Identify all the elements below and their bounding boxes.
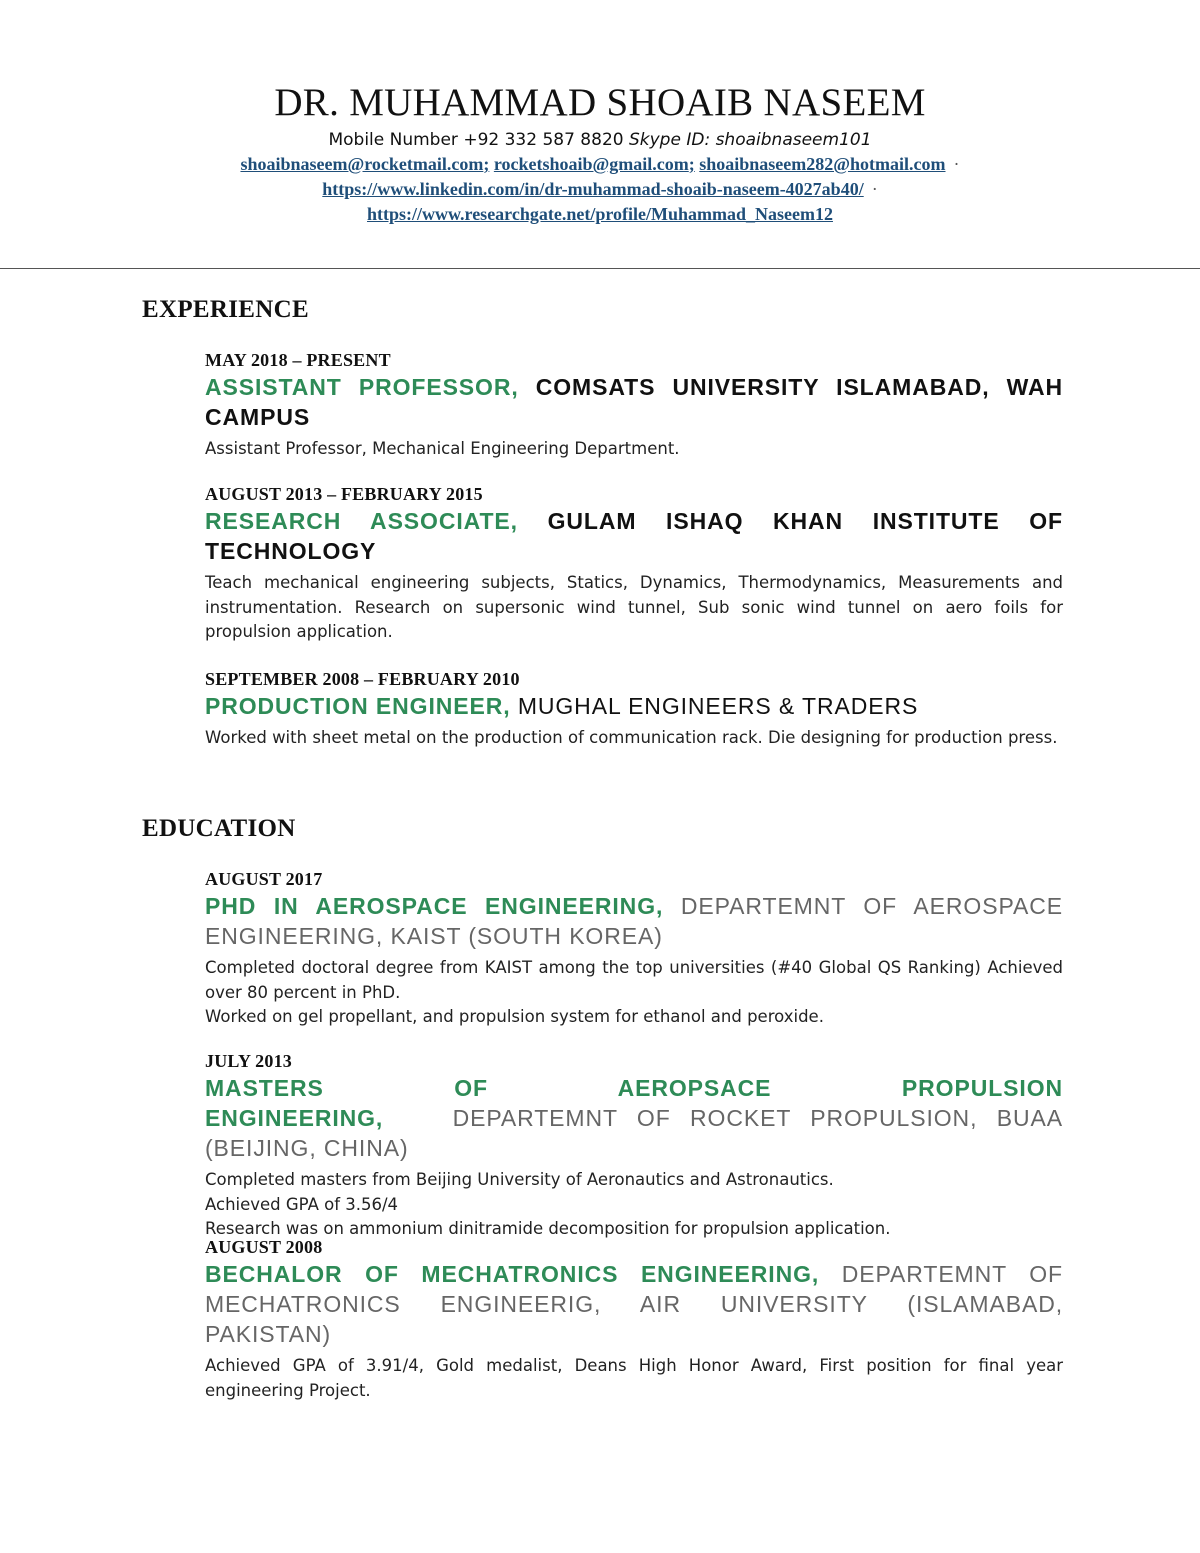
linkedin-line — [0, 177, 1200, 202]
entry-date: AUGUST 2013 – FEBRUARY 2015 — [205, 484, 483, 504]
degree-institution: DEPARTEMNT OF MECHATRONICS ENGINEERIG, AIR UNIVERSITY (ISLAMABAD, PAKISTAN) — [205, 1261, 1063, 1347]
entry-description: Teach mechanical engineering subjects, Statics, Dynamics, Thermodynamics, Measurements and instrumentation. Research on supersonic wind tunnel, Sub sonic wind tunnel on aero foils for propulsion application. — [205, 573, 1063, 641]
entry-degree — [205, 891, 1063, 951]
entry-date: AUGUST 2008 — [205, 1237, 323, 1257]
experience-entry — [205, 667, 1063, 751]
email-link-rocketmail[interactable]: shoaibnaseem@rocketmail.com — [240, 154, 484, 174]
degree-title: BECHALOR OF MECHATRONICS ENGINEERING, — [205, 1261, 820, 1287]
candidate-name: DR. MUHAMMAD SHOAIB NASEEM — [274, 81, 926, 124]
degree-institution: DEPARTEMNT OF AEROSPACE ENGINEERING, KAIST (SOUTH KOREA) — [205, 893, 1063, 949]
entry-role — [205, 506, 1063, 566]
contact-line — [0, 128, 1200, 152]
description-line: Completed doctoral degree from KAIST among the top universities (#40 Global QS Ranking) Achieved over 80 percent in PhD. — [205, 958, 1063, 1002]
researchgate-link[interactable]: https://www.researchgate.net/profile/Muhammad_Naseem12 — [367, 204, 833, 224]
experience-entry — [205, 348, 1063, 462]
dot-separator: · — [871, 179, 878, 199]
education-heading: EDUCATION — [142, 815, 296, 842]
degree-title: PHD IN AEROSPACE ENGINEERING, — [205, 893, 664, 919]
email-link-hotmail[interactable]: shoaibnaseem282@hotmail.com — [699, 154, 946, 174]
entry-role — [205, 691, 1063, 721]
description-line: Achieved GPA of 3.56/4 — [205, 1194, 399, 1214]
entry-date: MAY 2018 – PRESENT — [205, 350, 391, 370]
skype-label: Skype ID: — [628, 130, 711, 150]
entry-description: Worked with sheet metal on the production of communication rack. Die designing for production press. — [205, 728, 1058, 747]
entry-description: Assistant Professor, Mechanical Engineering Department. — [205, 439, 680, 458]
mobile-label: Mobile Number — [328, 130, 458, 150]
email-separator: ; — [483, 154, 490, 174]
degree-institution: DEPARTEMNT OF ROCKET PROPULSION, BUAA (BEIJING, CHINA) — [205, 1105, 1063, 1161]
email-separator: ; — [688, 154, 695, 174]
degree-title: MASTERS OF AEROPSACE PROPULSION ENGINEERING, — [205, 1075, 1063, 1131]
education-entry — [205, 1235, 1063, 1403]
email-links — [0, 152, 1200, 177]
role-organization: GULAM ISHAQ KHAN INSTITUTE OF TECHNOLOGY — [205, 508, 1064, 564]
entry-date: AUGUST 2017 — [205, 869, 323, 889]
researchgate-line — [0, 202, 1200, 227]
resume-header — [0, 80, 1200, 227]
skype-id: shoaibnaseem101 — [715, 130, 872, 150]
entry-degree — [205, 1073, 1063, 1163]
experience-entry — [205, 482, 1063, 645]
mobile-number: +92 332 587 8820 — [463, 130, 624, 150]
role-organization: COMSATS UNIVERSITY ISLAMABAD, WAH CAMPUS — [205, 374, 1063, 430]
experience-heading: EXPERIENCE — [142, 296, 309, 323]
role-title: PRODUCTION ENGINEER, — [205, 693, 511, 719]
education-entry — [205, 1049, 1063, 1242]
description-line: Achieved GPA of 3.91/4, Gold medalist, Deans High Honor Award, First position for final year engineering Project. — [205, 1356, 1063, 1400]
header-divider — [0, 268, 1200, 269]
description-line: Completed masters from Beijing University of Aeronautics and Astronautics. — [205, 1170, 834, 1189]
entry-degree — [205, 1259, 1063, 1349]
role-organization: MUGHAL ENGINEERS & TRADERS — [517, 693, 919, 719]
email-link-gmail[interactable]: rocketshoaib@gmail.com — [493, 154, 689, 174]
entry-role — [205, 372, 1063, 432]
role-title: RESEARCH ASSOCIATE, — [205, 508, 518, 534]
entry-description — [205, 1354, 1063, 1403]
education-entry — [205, 867, 1063, 1030]
entry-date: SEPTEMBER 2008 – FEBRUARY 2010 — [205, 669, 520, 689]
description-line: Research was on ammonium dinitramide decomposition for propulsion application. — [205, 1219, 891, 1238]
role-title: ASSISTANT PROFESSOR, — [205, 374, 519, 400]
entry-date: JULY 2013 — [205, 1051, 292, 1071]
description-line: Worked on gel propellant, and propulsion system for ethanol and peroxide. — [205, 1007, 824, 1026]
entry-description — [205, 1168, 1063, 1242]
entry-description — [205, 956, 1063, 1030]
dot-separator: · — [953, 154, 960, 174]
linkedin-link[interactable]: https://www.linkedin.com/in/dr-muhammad-shoaib-naseem-4027ab40/ — [322, 179, 864, 199]
